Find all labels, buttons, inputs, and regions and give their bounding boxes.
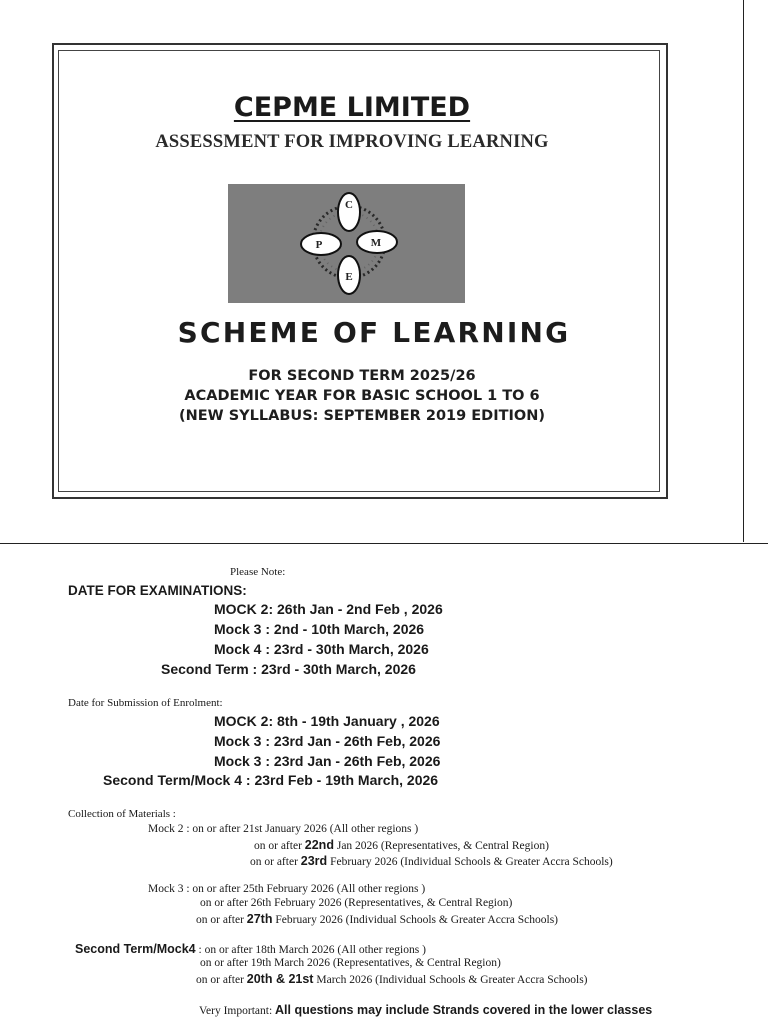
please-note-label: Please Note: <box>230 566 286 578</box>
cepme-logo <box>228 184 465 303</box>
company-name: CEPME LIMITED <box>233 92 471 123</box>
collection-mock3-line3 <box>196 912 558 926</box>
collection-mock3-line2: on or after 26th February 2026 (Representatives, & Central Region) <box>200 897 513 909</box>
logo-letter-m: M <box>370 237 382 249</box>
collection-mock3-line3-date: 27th <box>246 912 273 926</box>
collection-mock2-line2-prefix: on or after <box>254 840 305 852</box>
collection-second-term-line3-suffix: March 2026 (Individual Schools & Greater Accra Schools) <box>313 974 588 986</box>
collection-second-term-line3-date: 20th & 21st <box>246 972 314 986</box>
collection-mock2-line2-suffix: Jan 2026 (Representatives, & Central Region) <box>333 840 549 852</box>
collection-second-term-line3 <box>196 972 588 986</box>
exam-date-second-term: Second Term : 23rd - 30th March, 2026 <box>161 661 416 677</box>
academic-year-line: ACADEMIC YEAR FOR BASIC SCHOOL 1 TO 6 <box>184 388 540 404</box>
logo-letter-p: P <box>315 239 323 251</box>
company-tagline: ASSESSMENT FOR IMPROVING LEARNING <box>155 132 549 152</box>
enrolment-heading: Date for Submission of Enrolment: <box>68 697 223 709</box>
collection-mock3-line3-prefix: on or after <box>196 914 247 926</box>
enrolment-date-second-term: Second Term/Mock 4 : 23rd Feb - 19th March, 2026 <box>103 772 439 788</box>
enrolment-date-mock3-a: Mock 3 : 23rd Jan - 26th Feb, 2026 <box>214 733 441 749</box>
collection-second-term-line2: on or after 19th March 2026 (Representatives, & Central Region) <box>200 957 501 969</box>
very-important-label: Very Important: <box>199 1005 276 1017</box>
exam-date-mock4: Mock 4 : 23rd - 30th March, 2026 <box>214 641 429 657</box>
logo-letter-c: C <box>345 199 353 211</box>
logo-letter-e: E <box>345 271 353 283</box>
collection-mock2-line3 <box>250 854 613 868</box>
exam-dates-heading: DATE FOR EXAMINATIONS: <box>68 583 247 598</box>
collection-mock2-line2 <box>254 838 549 852</box>
enrolment-date-mock2: MOCK 2: 8th - 19th January , 2026 <box>214 713 440 729</box>
enrolment-date-mock3-b: Mock 3 : 23rd Jan - 26th Feb, 2026 <box>214 753 441 769</box>
collection-heading: Collection of Materials : <box>68 808 176 820</box>
cepme-logo-graphic <box>228 184 465 303</box>
exam-date-mock3: Mock 3 : 2nd - 10th March, 2026 <box>214 621 425 637</box>
collection-second-term-line1-suffix: : on or after 18th March 2026 (All other regions ) <box>195 944 426 956</box>
scheme-title: SCHEME OF LEARNING <box>177 316 571 349</box>
collection-mock2-line2-date: 22nd <box>304 838 334 852</box>
collection-second-term-line1 <box>75 942 426 956</box>
collection-mock3-line3-suffix: February 2026 (Individual Schools & Greater Accra Schools) <box>272 914 558 926</box>
collection-mock2-line3-prefix: on or after <box>250 856 301 868</box>
exam-date-mock2: MOCK 2: 26th Jan - 2nd Feb , 2026 <box>214 601 443 617</box>
very-important-note <box>199 1003 652 1017</box>
collection-second-term-label: Second Term/Mock4 <box>75 942 196 956</box>
collection-mock2-line3-suffix: February 2026 (Individual Schools & Greater Accra Schools) <box>327 856 613 868</box>
collection-mock3-line1: Mock 3 : on or after 25th February 2026 (All other regions ) <box>148 883 426 895</box>
syllabus-line: (NEW SYLLABUS: SEPTEMBER 2019 EDITION) <box>179 408 545 424</box>
collection-mock2-line3-date: 23rd <box>300 854 328 868</box>
very-important-text: All questions may include Strands covered in the lower classes <box>275 1003 653 1017</box>
collection-second-term-line3-prefix: on or after <box>196 974 247 986</box>
notice-page <box>0 543 768 1024</box>
term-line: FOR SECOND TERM 2025/26 <box>248 368 476 384</box>
collection-mock2-line1: Mock 2 : on or after 21st January 2026 (All other regions ) <box>148 823 419 835</box>
